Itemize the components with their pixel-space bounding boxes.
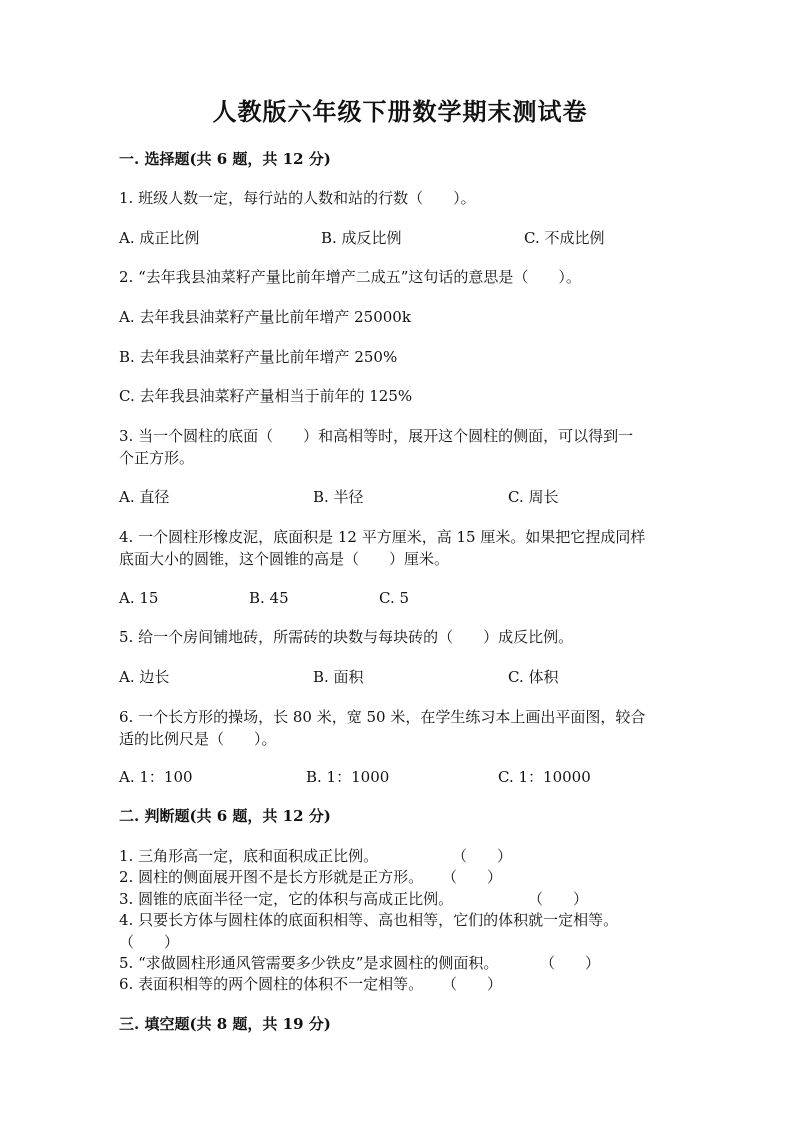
option-c: C. 周长 — [508, 488, 559, 506]
option-b: B. 面积 — [313, 668, 364, 686]
judgment-item: 1. 三角形高一定，底和面积成正比例。 — [119, 847, 379, 865]
question-stem: 2. “去年我县油菜籽产量比前年增产二成五”这句话的意思是（ ）。 — [119, 268, 581, 286]
page-title: 人教版六年级下册数学期末测试卷 — [212, 97, 588, 126]
option-b: B. 成反比例 — [321, 229, 402, 247]
option-a: A. 15 — [119, 589, 159, 607]
judgment-item: 5. “求做圆柱形通风管需要多少铁皮”是求圆柱的侧面积。 — [119, 954, 499, 972]
option-c: C. 不成比例 — [524, 229, 605, 247]
judgment-item: 2. 圆柱的侧面展开图不是长方形就是正方形。 — [119, 868, 424, 886]
option-a: A. 边长 — [119, 668, 170, 686]
option-c: C. 5 — [379, 589, 410, 607]
question-stem: 5. 给一个房间铺地砖，所需砖的块数与每块砖的（ ）成反比例。 — [119, 628, 574, 646]
option-a: A. 直径 — [119, 488, 170, 506]
option-b: B. 半径 — [313, 488, 364, 506]
answer-blank[interactable]: （ ） — [442, 868, 503, 886]
question-stem-continued: 底面大小的圆锥，这个圆锥的高是（ ）厘米。 — [119, 550, 450, 568]
judgment-item: 3. 圆锥的底面半径一定，它的体积与高成正比例。 — [119, 890, 454, 908]
question-stem-continued: 适的比例尺是（ ）。 — [119, 730, 277, 748]
answer-blank[interactable]: （ ） — [540, 954, 601, 972]
option-c: C. 去年我县油菜籽产量相当于前年的 125% — [119, 387, 413, 405]
answer-blank[interactable]: （ ） — [442, 975, 503, 993]
option-a: A. 去年我县油菜籽产量比前年增产 25000k — [119, 308, 411, 326]
answer-blank[interactable]: （ ） — [119, 933, 180, 951]
option-a: A. 成正比例 — [119, 229, 200, 247]
judgment-item: 6. 表面积相等的两个圆柱的体积不一定相等。 — [119, 975, 424, 993]
option-b: B. 去年我县油菜籽产量比前年增产 250% — [119, 348, 398, 366]
answer-blank[interactable]: （ ） — [452, 847, 513, 865]
option-c: C. 1：10000 — [498, 768, 591, 786]
judgment-item: 4. 只要长方体与圆柱体的底面积相等、高也相等，它们的体积就一定相等。 — [119, 911, 619, 929]
section-heading-fill: 三. 填空题(共 8 题，共 19 分) — [119, 1015, 331, 1033]
question-stem: 4. 一个圆柱形橡皮泥，底面积是 12 平方厘米，高 15 厘米。如果把它捏成同样 — [119, 528, 646, 546]
option-b: B. 45 — [249, 589, 289, 607]
question-stem-continued: 个正方形。 — [119, 449, 195, 467]
answer-blank[interactable]: （ ） — [528, 890, 589, 908]
question-stem: 6. 一个长方形的操场，长 80 米，宽 50 米，在学生练习本上画出平面图，较合 — [119, 708, 646, 726]
section-heading-judgment: 二. 判断题(共 6 题，共 12 分) — [119, 807, 331, 825]
section-heading-choice: 一. 选择题(共 6 题，共 12 分) — [119, 150, 331, 168]
option-a: A. 1：100 — [119, 768, 193, 786]
option-b: B. 1：1000 — [306, 768, 390, 786]
question-stem: 1. 班级人数一定，每行站的人数和站的行数（ ）。 — [119, 189, 476, 207]
question-stem: 3. 当一个圆柱的底面（ ）和高相等时，展开这个圆柱的侧面，可以得到一 — [119, 427, 634, 445]
option-c: C. 体积 — [508, 668, 559, 686]
